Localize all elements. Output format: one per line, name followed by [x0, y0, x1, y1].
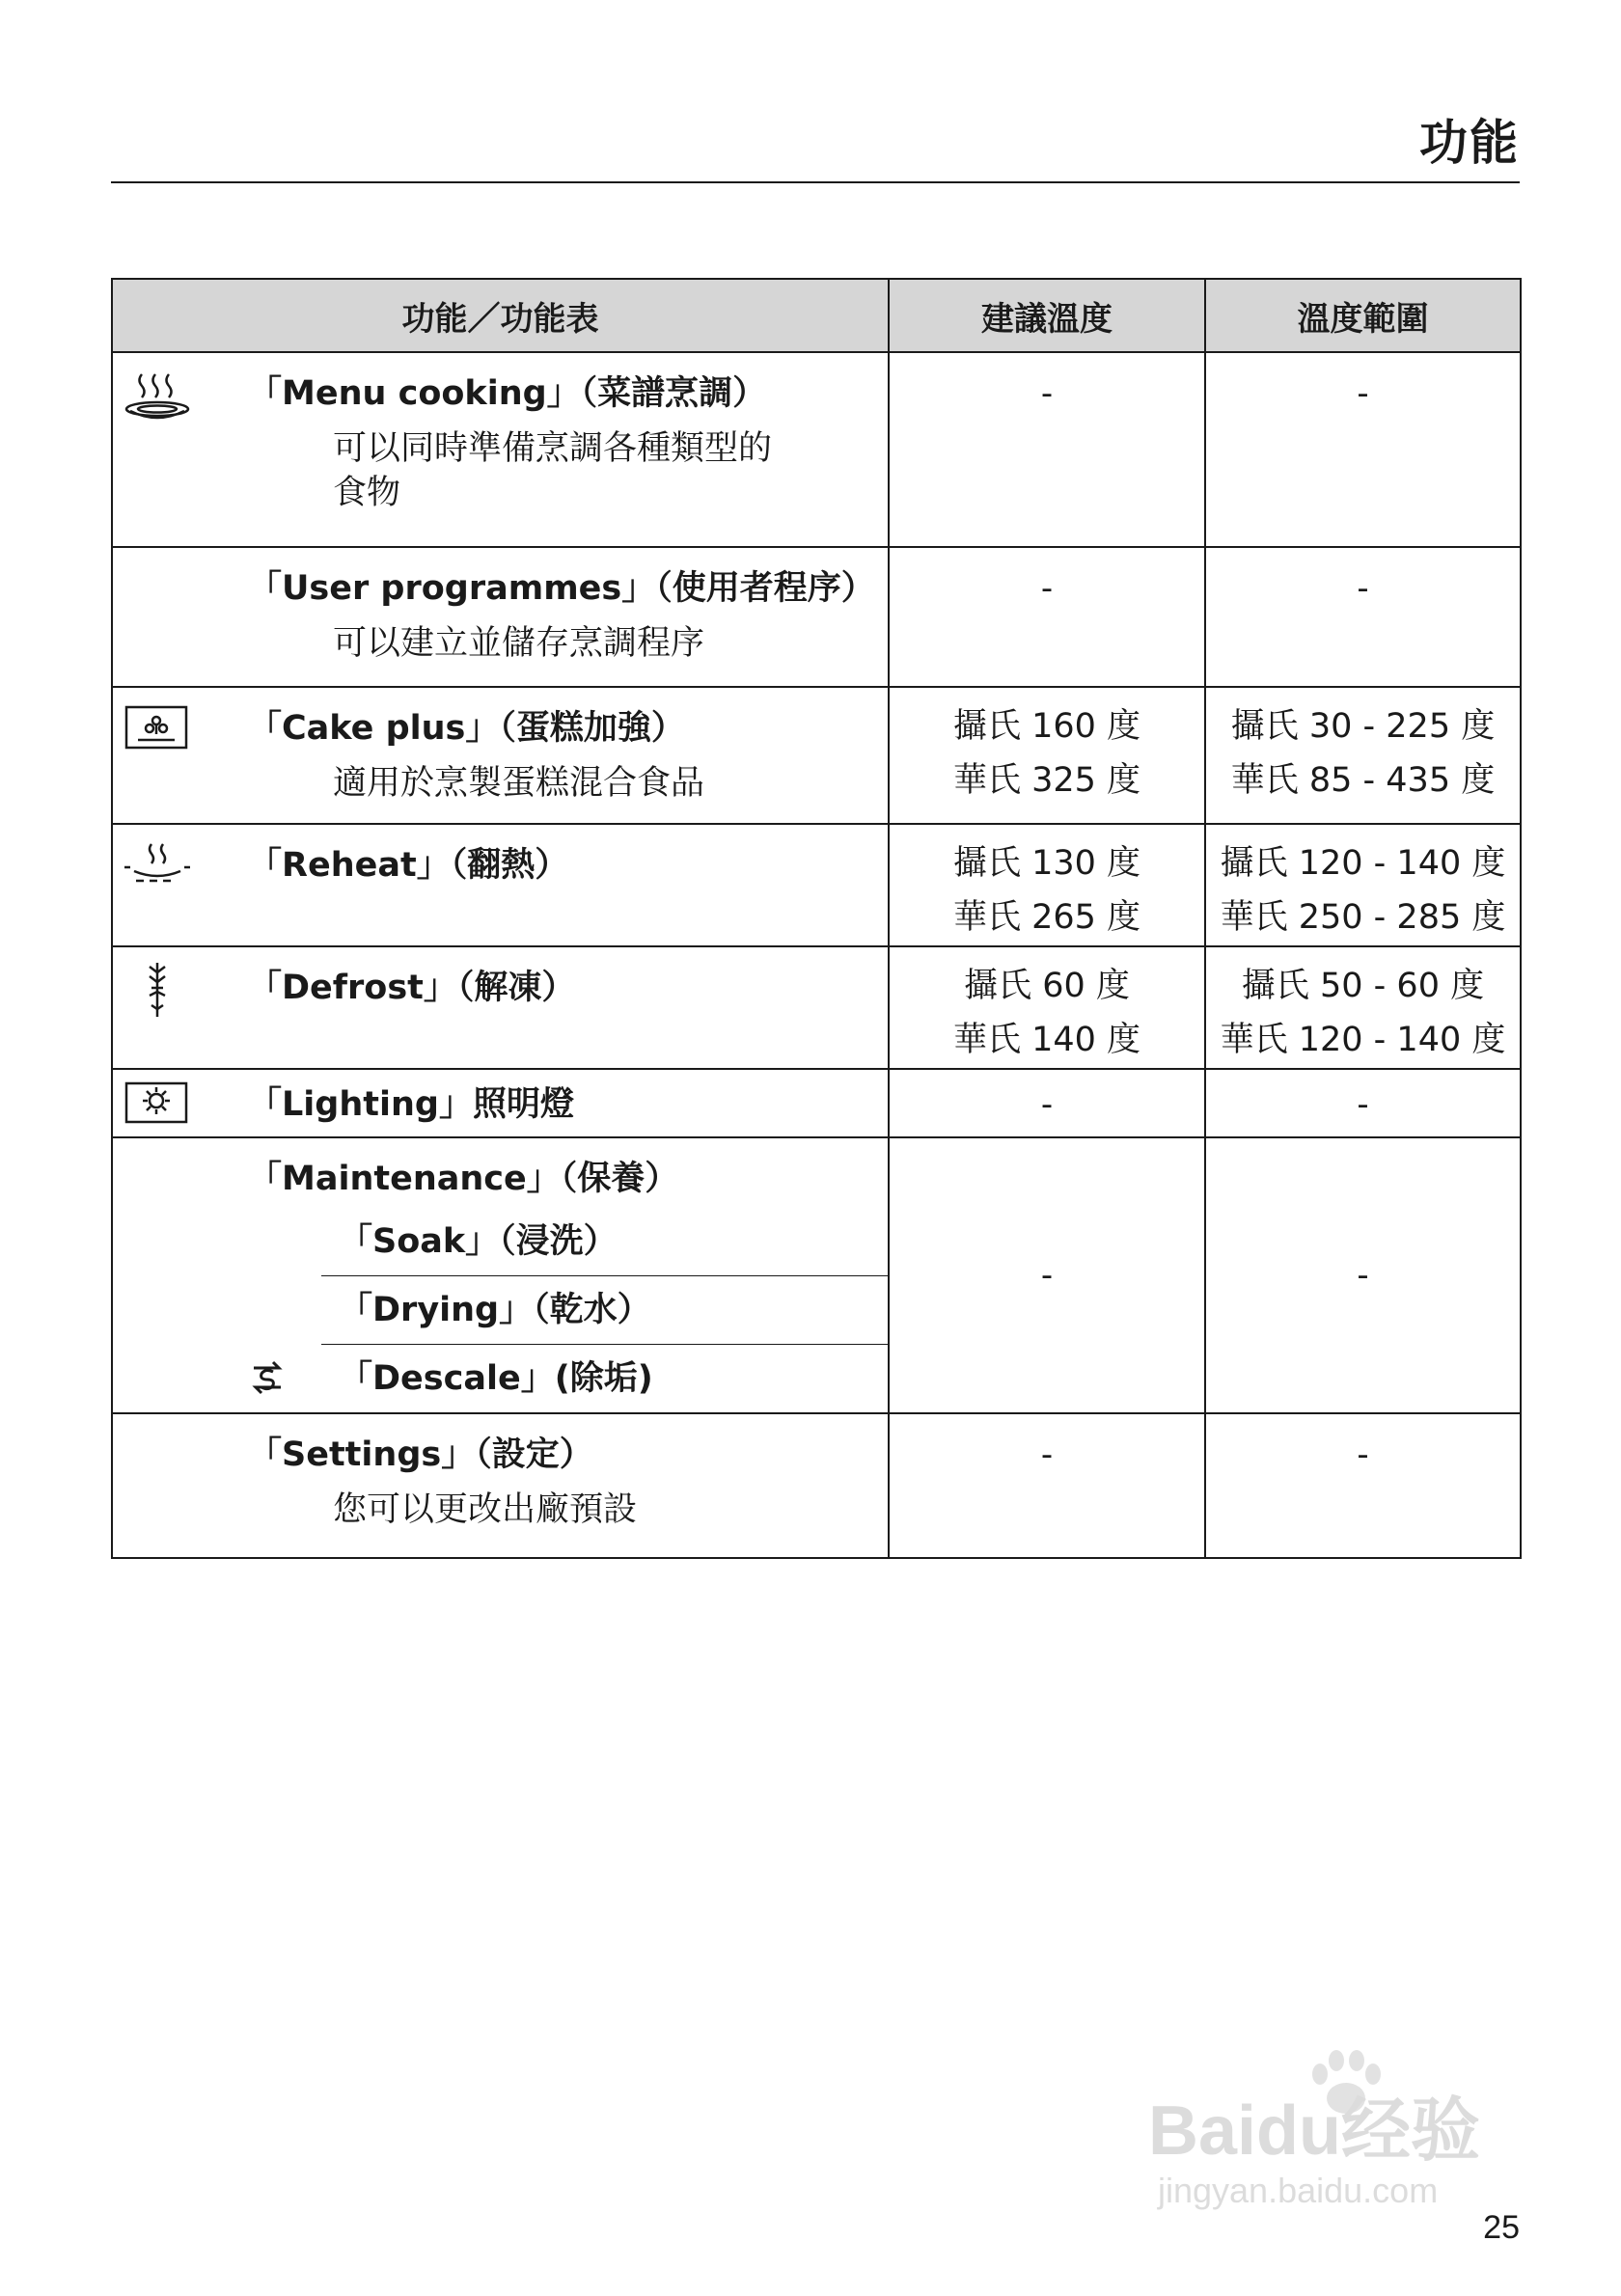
table-row	[112, 687, 1521, 824]
page-number: 25	[1483, 2209, 1520, 2246]
header-suggested-temp: 建議溫度	[889, 279, 1205, 352]
temp-range-cell: -	[1205, 547, 1521, 687]
temp-range-cell: -	[1205, 352, 1521, 547]
header-function: 功能／功能表	[112, 279, 889, 352]
temp-range-cell: 攝氏 120 - 140 度 華氏 250 - 285 度	[1205, 824, 1521, 946]
table-row	[112, 1069, 1521, 1137]
function-description: 可以建立並儲存烹調程序	[333, 624, 705, 663]
maintenance-subitem: 「Soak」（浸洗）	[339, 1222, 618, 1261]
function-name: 「Settings」（設定）	[248, 1435, 593, 1474]
suggested-temp-cell: -	[889, 1137, 1205, 1413]
watermark-main: Baidu经验	[1148, 2092, 1481, 2170]
function-cell	[112, 1413, 889, 1558]
table-row	[112, 547, 1521, 687]
function-cell	[112, 1137, 889, 1413]
defrost-icon	[123, 961, 192, 1019]
function-name: 「Maintenance」（保養）	[248, 1160, 679, 1198]
maintenance-subitem: 「Drying」（乾水）	[321, 1275, 888, 1344]
table-row	[112, 946, 1521, 1069]
table-row	[112, 824, 1521, 946]
table-row	[112, 1413, 1521, 1558]
reheat-icon	[123, 838, 192, 896]
function-cell	[112, 687, 889, 824]
suggested-temp-cell: 攝氏 130 度 華氏 265 度	[889, 824, 1205, 946]
temp-range-cell: -	[1205, 1069, 1521, 1137]
descale-icon	[244, 1354, 290, 1401]
suggested-temp-cell: 攝氏 160 度 華氏 325 度	[889, 687, 1205, 824]
functions-table	[111, 278, 1522, 1559]
function-name: 「Cake plus」（蛋糕加強）	[248, 709, 685, 748]
function-name: 「Lighting」照明燈	[248, 1085, 574, 1124]
temp-range-cell: -	[1205, 1413, 1521, 1558]
function-description: 可以同時準備烹調各種類型的 食物	[333, 429, 773, 512]
baidu-watermark	[1148, 2045, 1534, 2238]
suggested-temp-cell: 攝氏 60 度 華氏 140 度	[889, 946, 1205, 1069]
function-description: 您可以更改出廠預設	[333, 1490, 638, 1529]
table-row	[112, 1137, 1521, 1413]
steaming-plate-icon	[123, 367, 192, 424]
suggested-temp-cell: -	[889, 1413, 1205, 1558]
function-name: 「Reheat」（翻熱）	[248, 846, 569, 885]
suggested-temp-cell: -	[889, 352, 1205, 547]
cake-plus-icon	[123, 701, 192, 759]
page-title: 功能	[1419, 115, 1520, 171]
function-cell	[112, 352, 889, 547]
function-name: 「User programmes」（使用者程序）	[248, 569, 875, 608]
function-description: 適用於烹製蛋糕混合食品	[333, 764, 705, 803]
temp-range-cell: -	[1205, 1137, 1521, 1413]
function-cell	[112, 946, 889, 1069]
function-cell	[112, 824, 889, 946]
suggested-temp-cell: -	[889, 547, 1205, 687]
maintenance-subitem: 「Descale」(除垢)	[321, 1344, 888, 1412]
watermark-url: jingyan.baidu.com	[1158, 2171, 1439, 2210]
temp-range-cell: 攝氏 50 - 60 度 華氏 120 - 140 度	[1205, 946, 1521, 1069]
table-row	[112, 352, 1521, 547]
header-temp-range: 溫度範圍	[1205, 279, 1521, 352]
function-name: 「Defrost」（解凍）	[248, 969, 576, 1007]
function-cell	[112, 1069, 889, 1137]
temp-range-cell: 攝氏 30 - 225 度 華氏 85 - 435 度	[1205, 687, 1521, 824]
title-rule	[111, 181, 1520, 183]
table-header-row	[112, 279, 1521, 352]
lighting-icon	[123, 1078, 192, 1135]
suggested-temp-cell: -	[889, 1069, 1205, 1137]
function-name: 「Menu cooking」（菜譜烹調）	[248, 374, 767, 413]
function-cell	[112, 547, 889, 687]
